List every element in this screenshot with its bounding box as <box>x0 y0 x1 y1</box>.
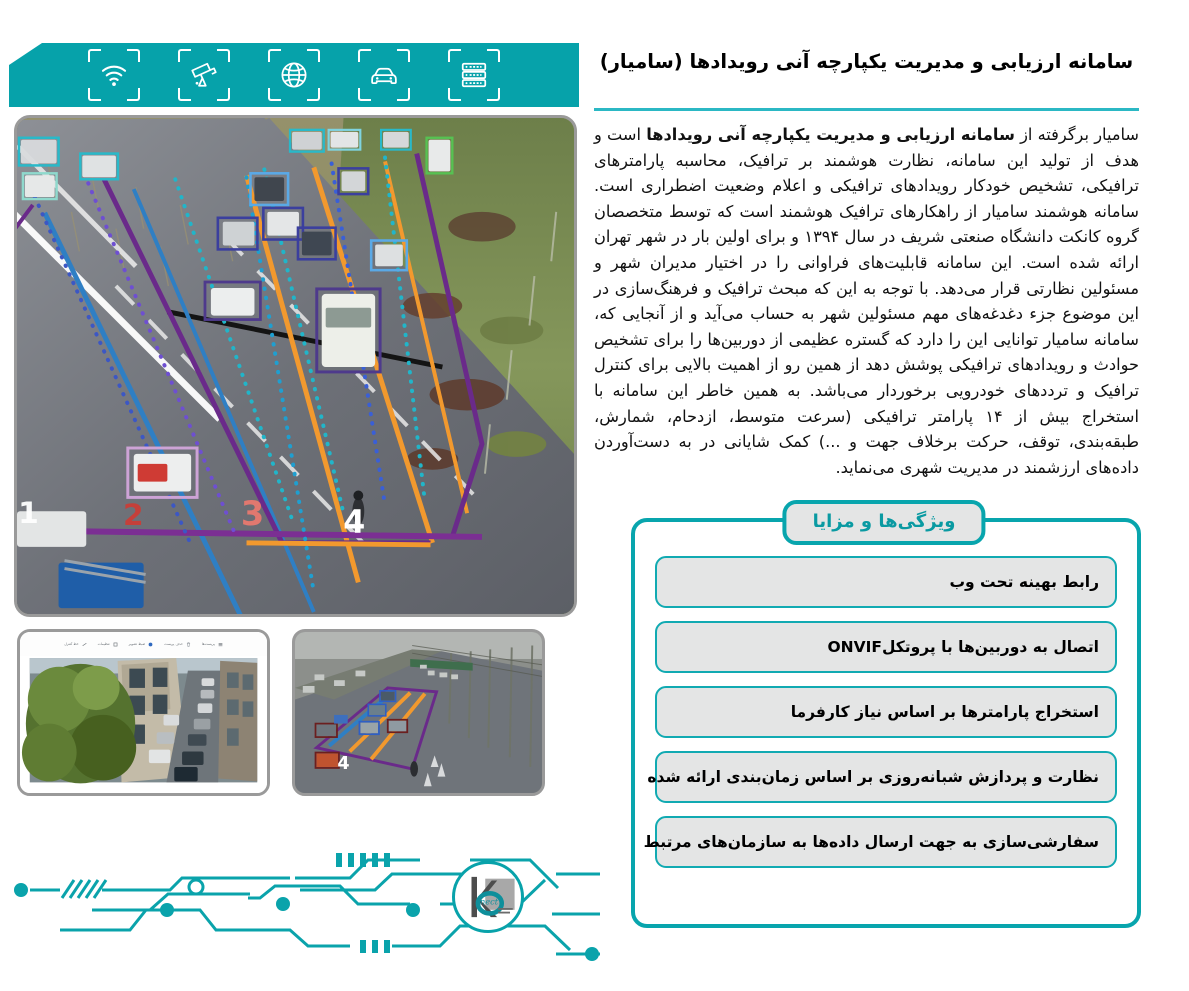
crop-icon <box>113 642 118 647</box>
globe-icon <box>268 49 320 101</box>
street-view-scene <box>20 632 267 793</box>
server-rack-glyph <box>459 60 489 90</box>
lane-label-4: 4 <box>337 753 350 774</box>
toolbar-label: تنظیمات <box>97 642 110 646</box>
features-list <box>631 556 1141 868</box>
description-bold-phrase: سامانه ارزیابی و مدیریت یکپارچه آنی رویدادها <box>646 125 1015 144</box>
description-text: سامیار برگرفته از سامانه ارزیابی و مدیریت یکپارچه آنی رویدادها است و هدف از تولید این سامانه، نظارت هوشمند بر ترافیک، محاسبه پارامترهای ترافیکی، تشخیص خودکار رویدادهای ترافیکی و اعلام وضعیت اضطراری است. سامانه هوشمند سامیار از راهکارهای ترافیک هوشمند است که توسط متخصصان گروه کانکت دانشگاه صنعتی شریف در سال ۱۳۹۴ و برای اولین بار در شهر تهران ارائه شده است. این سامانه قابلیت‌های فراوانی را در اختیار مدیران شهر و مسئولین نظارتی قرار می‌دهد. با توجه به این که مبحث ترافیک و فرهنگ‌سازی در این موضوع جزء دغدغه‌های مهم مسئولین شهر به حساب می‌آید و از آنجایی که، سامانه سامیار توانایی این را دارد که گستره عظیمی از دوربین‌ها را برای تشخیص حوادث و رویدادهای ترافیکی پوشش دهد از همین رو از اهمیت بالایی برای کنترل ترافیک و ترددهای خودرویی برخوردار می‌باشد. به همین خاطر این سامانه با استخراج بیش از ۱۴ پارامتر ترافیکی (سرعت متوسط، ازدحام، شمارش، طبقه‌بندی، توقف، حرکت برخلاف جهت و ...) کمک شایانی در به دست‌آوردن داده‌های ارزشمند در مدیریت شهری می‌نماید. <box>594 125 1139 477</box>
toolbar-record-item[interactable] <box>129 642 154 647</box>
toolbar-delete-preset-item[interactable] <box>164 642 191 647</box>
server-rack-icon <box>448 49 500 101</box>
icon-banner <box>9 43 579 107</box>
feature-item[interactable]: نظارت و پردازش شبانه‌روزی بر اساس زمان‌بندی ارائه شده <box>655 751 1117 803</box>
feature-item[interactable]: سفارشی‌سازی به جهت ارسال داده‌ها به سازمان‌های مرتبط <box>655 816 1117 868</box>
text-column <box>579 0 1189 991</box>
toolbar-label: خط کنترل <box>64 642 79 646</box>
company-logo <box>452 861 524 933</box>
globe-glyph <box>279 60 309 90</box>
highway-scene <box>295 632 542 793</box>
feature-item[interactable]: اتصال به دوربین‌ها با پروتکلONVIF <box>655 621 1117 673</box>
record-icon <box>148 642 153 647</box>
trash-icon <box>186 642 191 647</box>
media-column <box>0 0 585 991</box>
traffic-surveillance-image <box>14 115 577 617</box>
lane-label-2: 2 <box>122 497 144 533</box>
street-view-thumbnail[interactable] <box>17 629 270 796</box>
wifi-glyph <box>99 60 129 90</box>
lane-label-1: 1 <box>18 495 39 531</box>
features-header: ویژگی‌ها و مزایا <box>783 500 986 545</box>
traffic-scene <box>17 118 574 614</box>
cctv-camera-glyph <box>189 60 219 90</box>
toolbar-crop-item[interactable] <box>98 642 118 647</box>
list-icon <box>218 642 223 647</box>
page-title: سامانه ارزیابی و مدیریت یکپارچه آنی رویدادها (سامیار) <box>599 50 1134 73</box>
ko-logo-mark <box>455 864 521 930</box>
feature-item[interactable]: رابط بهینه تحت وب <box>655 556 1117 608</box>
toolbar-control-line-item[interactable] <box>64 642 86 647</box>
toolbar-preset-item[interactable] <box>202 642 223 647</box>
feature-item[interactable]: استخراج پارامترها بر اساس نیاز کارفرما <box>655 686 1117 738</box>
line-icon <box>82 642 87 647</box>
highway-detection-thumbnail[interactable] <box>292 629 545 796</box>
car-icon <box>358 49 410 101</box>
toolbar-label: پریست‌ها <box>201 642 215 646</box>
viewer-toolbar <box>20 632 267 656</box>
lane-label-3: 3 <box>240 494 265 534</box>
cctv-camera-icon <box>178 49 230 101</box>
wifi-icon <box>88 49 140 101</box>
toolbar-label: حذف پریست <box>164 642 183 646</box>
logo-subtext: nect <box>479 896 499 907</box>
toolbar-label: ضبط تصویر <box>128 642 146 646</box>
title-divider <box>594 108 1139 111</box>
car-glyph <box>369 60 399 90</box>
lane-label-4: 4 <box>343 504 366 541</box>
description-paragraph <box>594 122 1139 480</box>
